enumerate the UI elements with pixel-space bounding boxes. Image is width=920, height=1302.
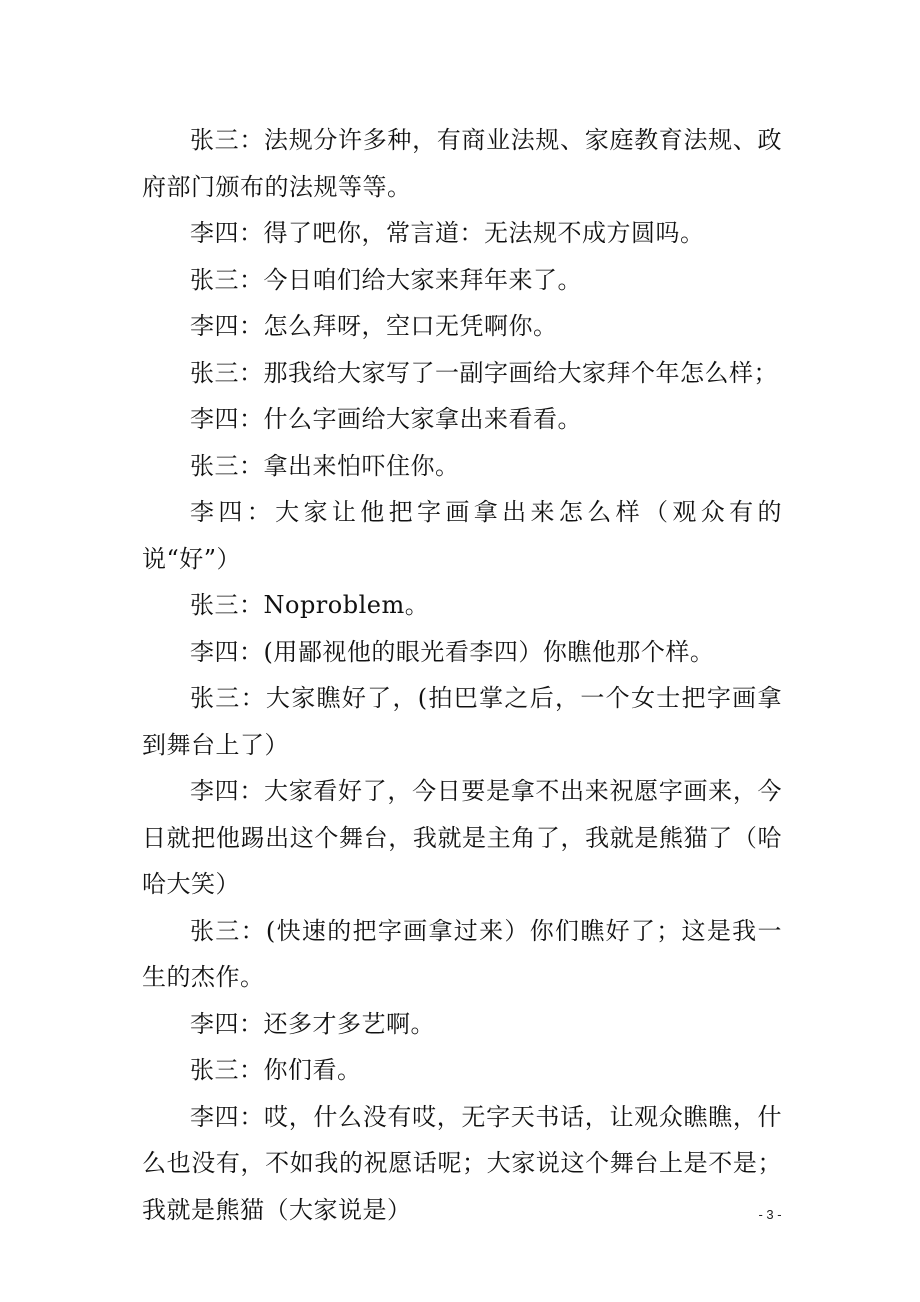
document-body	[142, 117, 782, 1233]
paragraph: 李四：还多才多艺啊。	[190, 1009, 435, 1038]
paragraph: 李四：什么字画给大家拿出来看看。	[190, 405, 582, 433]
paragraph: 李四：大家看好了，今日要是拿不出来祝愿字画来，今日就把他踢出这个舞台，我就是主角了，我就是熊猫了（哈哈大笑）	[142, 777, 782, 898]
paragraph: 张三：你们看。	[190, 1056, 362, 1084]
paragraph: 张三：(快速的把字画拿过来）你们瞧好了；这是我一生的杰作。	[142, 916, 782, 991]
paragraph: 李四：大家让他把字画拿出来怎么样（观众有的说“好”）	[142, 498, 782, 573]
paragraph: 张三：那我给大家写了一副字画给大家拜个年怎么样；	[190, 358, 778, 387]
paragraph: 张三：法规分许多种，有商业法规、家庭教育法规、政府部门颁布的法规等等。	[142, 126, 782, 201]
paragraph: 张三：Noproblem。	[190, 591, 430, 619]
paragraph: 李四：哎，什么没有哎，无字天书话，让观众瞧瞧，什么也没有，不如我的祝愿话呢；大家说这个舞台上是不是；我就是熊猫（大家说是）	[142, 1102, 782, 1224]
paragraph: 李四：怎么拜呀，空口无凭啊你。	[190, 312, 558, 340]
paragraph: 张三：今日咱们给大家来拜年来了。	[190, 265, 582, 294]
page-number: - 3 -	[758, 1207, 782, 1222]
paragraph: 李四：(用鄙视他的眼光看李四）你瞧他那个样。	[190, 637, 715, 666]
paragraph: 张三：大家瞧好了，(拍巴掌之后，一个女士把字画拿到舞台上了）	[142, 684, 782, 759]
paragraph: 张三：拿出来怕吓住你。	[190, 451, 460, 480]
paragraph: 李四：得了吧你，常言道：无法规不成方圆吗。	[190, 219, 705, 247]
